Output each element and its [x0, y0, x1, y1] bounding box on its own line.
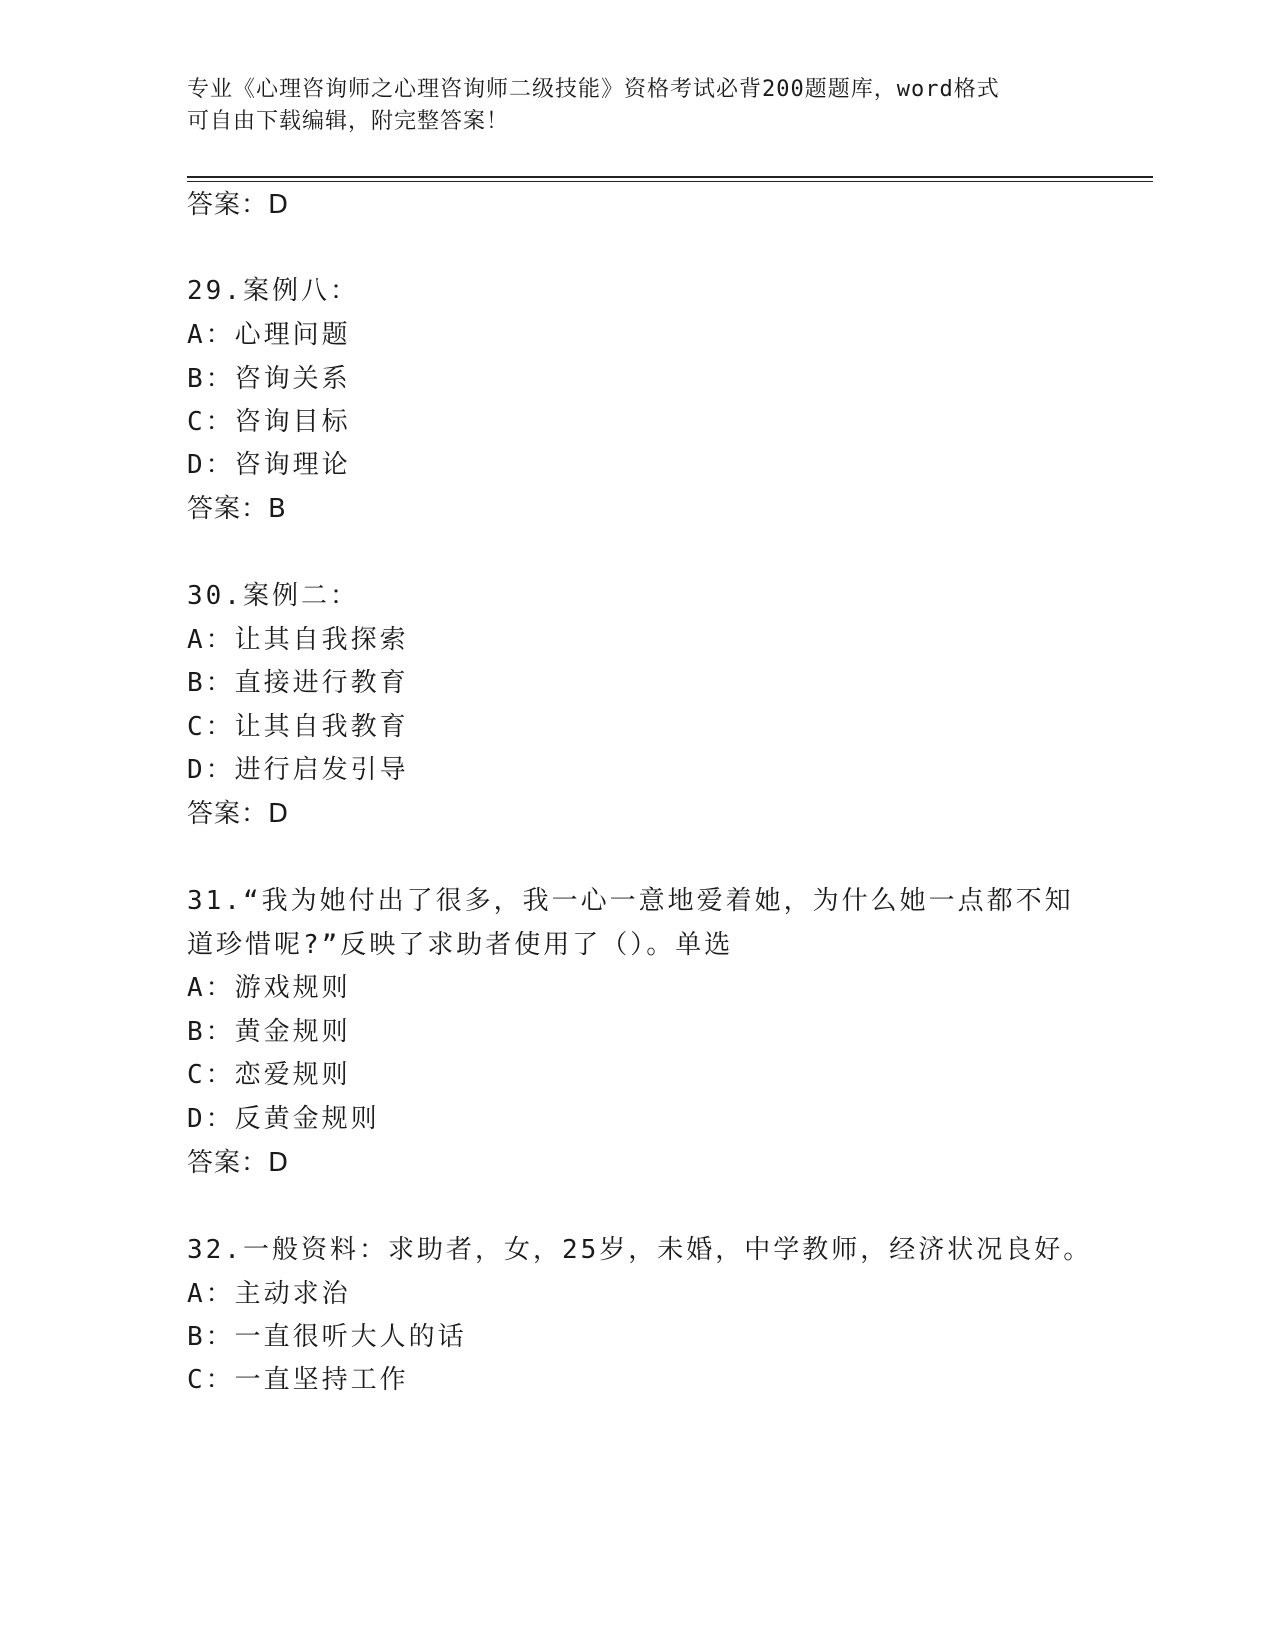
header-divider-thin [187, 181, 1153, 182]
question-31-stem-line-2: 道珍惜呢?”反映了求助者使用了（）。单选 [187, 930, 734, 960]
question-29-option-b: B：咨询关系 [187, 364, 351, 394]
question-30-stem: 30.案例二： [187, 581, 359, 611]
question-31-option-a: A：游戏规则 [187, 973, 351, 1003]
question-32-option-a: A：主动求治 [187, 1279, 351, 1309]
question-31-stem-line-1: 31.“我为她付出了很多，我一心一意地爱着她，为什么她一点都不知 [187, 886, 1074, 916]
question-31-answer: 答案：D [187, 1148, 290, 1178]
question-32-stem: 32.一般资料：求助者，女，25岁，未婚，中学教师，经济状况良好。 [187, 1235, 1093, 1265]
question-29-option-a: A：心理问题 [187, 320, 351, 350]
header-divider-thick [187, 176, 1153, 178]
question-32-option-b: B：一直很听大人的话 [187, 1322, 467, 1352]
question-29-option-d: D：咨询理论 [187, 450, 351, 480]
question-30-option-b: B：直接进行教育 [187, 668, 409, 698]
question-30-option-c: C：让其自我教育 [187, 712, 409, 742]
question-31-option-d: D：反黄金规则 [187, 1104, 380, 1134]
document-header [187, 74, 1087, 138]
question-30-option-d: D：进行启发引导 [187, 755, 409, 785]
question-29-answer: 答案：B [187, 494, 287, 524]
header-line-2: 可自由下载编辑，附完整答案！ [187, 109, 510, 134]
question-30-option-a: A：让其自我探索 [187, 625, 409, 655]
answer-previous: 答案：D [187, 190, 290, 220]
header-line-1: 专业《心理咨询师之心理咨询师二级技能》资格考试必背200题题库，word格式 [187, 77, 1000, 102]
question-31-option-c: C：恋爱规则 [187, 1060, 351, 1090]
question-32-option-c: C：一直坚持工作 [187, 1365, 409, 1395]
question-29-option-c: C：咨询目标 [187, 407, 351, 437]
question-29-stem: 29.案例八： [187, 276, 359, 306]
question-30-answer: 答案：D [187, 799, 290, 829]
question-31-option-b: B：黄金规则 [187, 1017, 351, 1047]
